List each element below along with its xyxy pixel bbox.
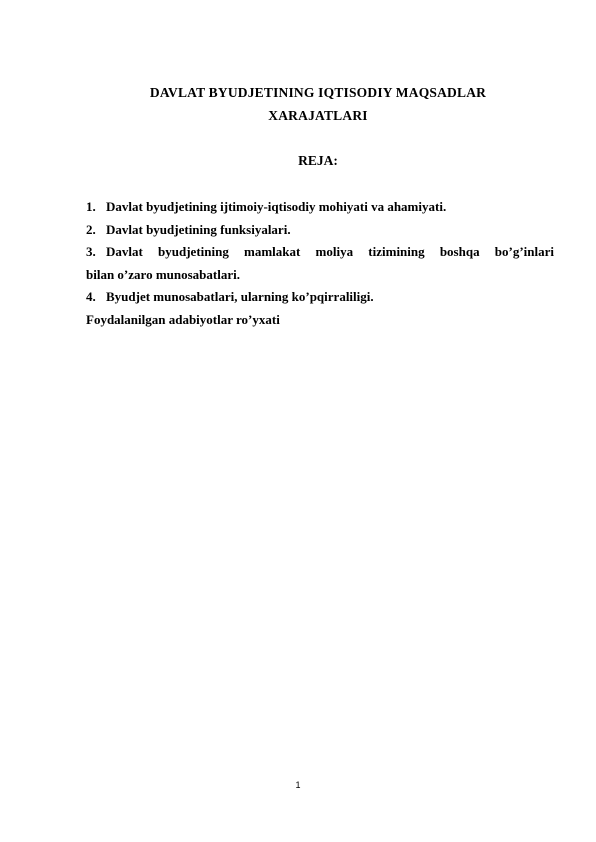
- plan-item-number: 2.: [86, 221, 96, 237]
- document-title-line-1: DAVLAT BYUDJETINING IQTISODIY MAQSADLAR: [149, 85, 487, 100]
- plan-item-4: [86, 286, 554, 309]
- plan-item-line-1: [86, 241, 554, 264]
- plan-list: [86, 196, 554, 331]
- plan-item-text: Byudjet munosabatlari, ularning ko’pqirraliligi.: [106, 289, 374, 304]
- plan-item-text: Davlat byudjetining mamlakat moliya tizimining boshqa bo’g’inlari: [106, 244, 554, 259]
- plan-item-number: 1.: [86, 199, 96, 214]
- plan-item-2: [86, 219, 554, 242]
- plan-item-text: Davlat byudjetining funksiyalari.: [106, 221, 291, 237]
- page-number: 1: [295, 780, 301, 790]
- plan-item-1: [86, 196, 554, 219]
- references-heading: Foydalanilgan adabiyotlar ro’yxati: [86, 311, 280, 327]
- plan-item-number: 3.: [86, 244, 96, 259]
- plan-item-text-continued: bilan o’zaro munosabatlari.: [86, 266, 240, 282]
- plan-heading: REJA:: [298, 153, 338, 168]
- document-title-line-2: XARAJATLARI: [268, 108, 368, 123]
- plan-item-text: Davlat byudjetining ijtimoiy-iqtisodiy mohiyati va ahamiyati.: [106, 199, 447, 214]
- plan-item-3: [86, 241, 554, 286]
- plan-item-number: 4.: [86, 289, 96, 304]
